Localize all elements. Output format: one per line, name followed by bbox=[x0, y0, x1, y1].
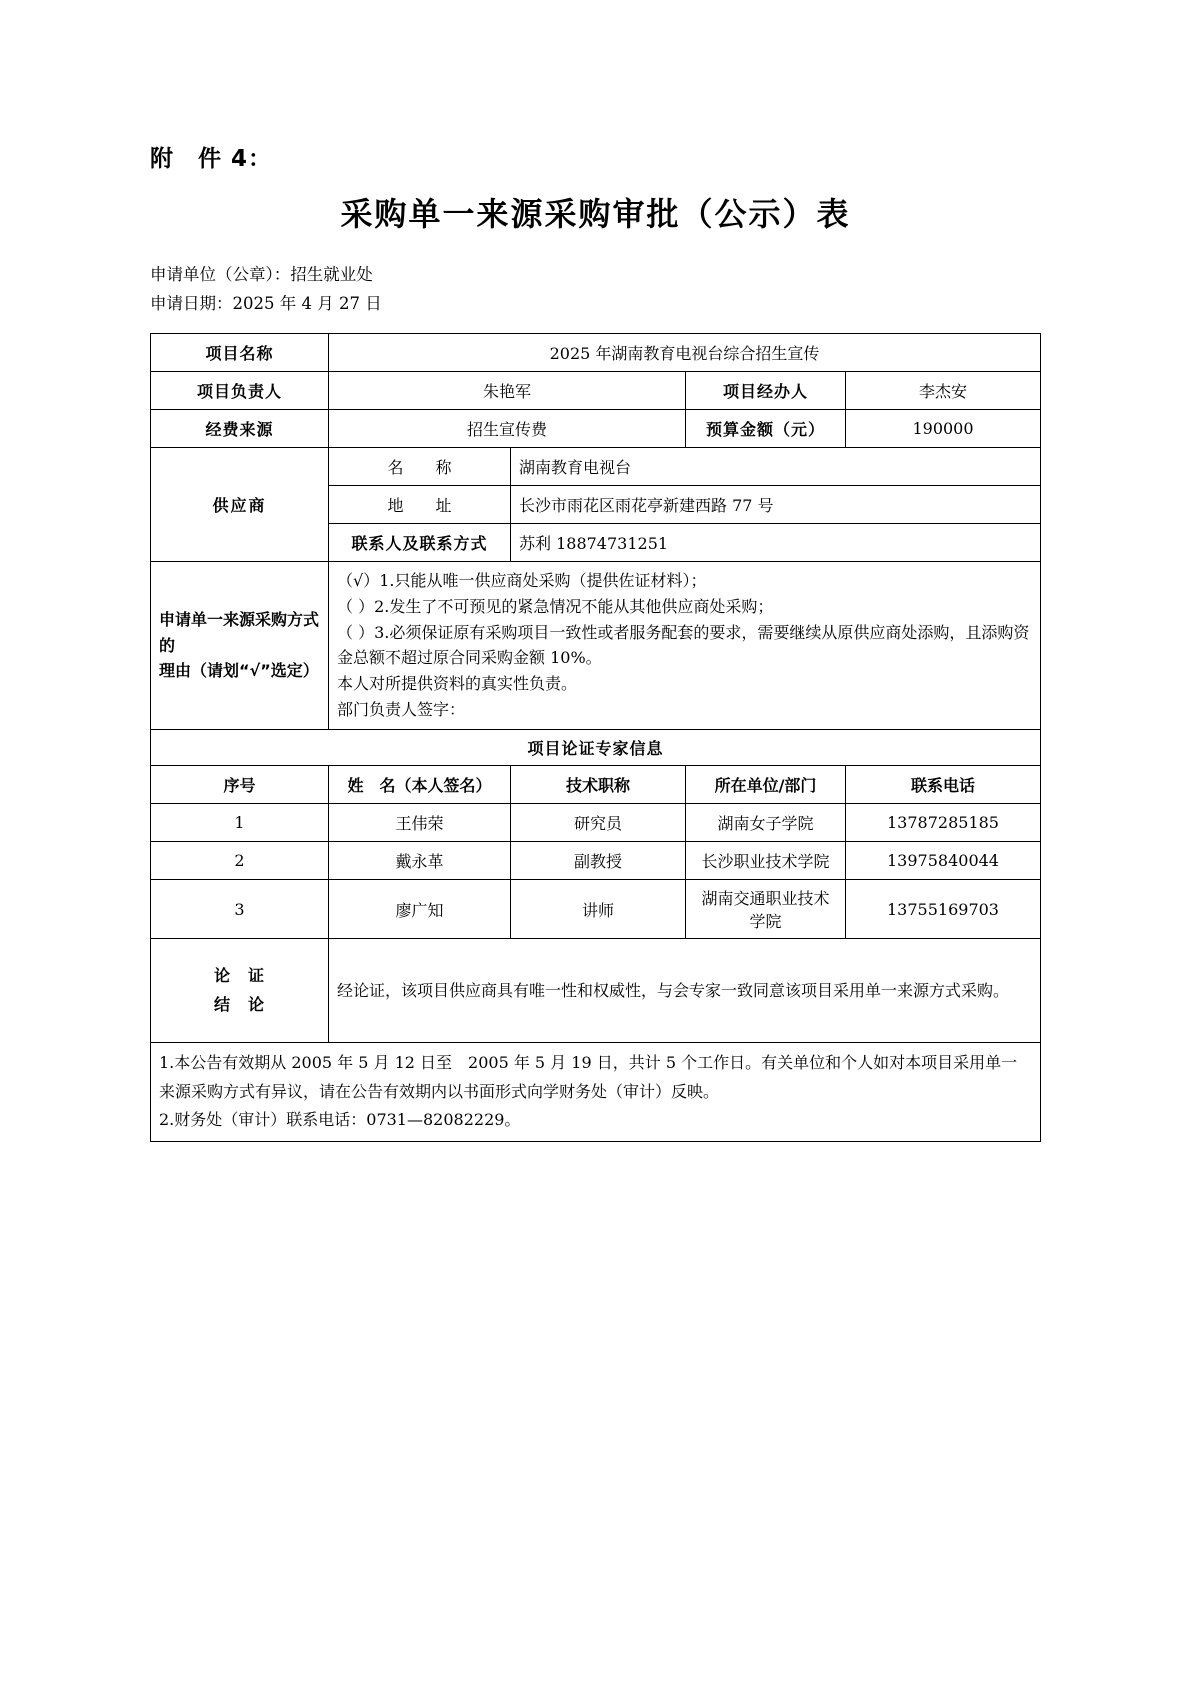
supplier-name-value: 湖南教育电视台 bbox=[511, 447, 1041, 485]
table-row bbox=[151, 409, 1041, 447]
expert-name: 王伟荣 bbox=[329, 804, 511, 842]
supplier-address-value: 长沙市雨花区雨花亭新建西路 77 号 bbox=[511, 485, 1041, 523]
expert-unit: 长沙职业技术学院 bbox=[686, 842, 846, 880]
supplier-contact-label: 联系人及联系方式 bbox=[329, 523, 511, 561]
conclusion-label bbox=[151, 939, 329, 1043]
single-source-reason-label bbox=[151, 561, 329, 729]
footnote-1: 1.本公告有效期从 2005 年 5 月 12 日至 2005 年 5 月 19 日，共计 5 个工作日。有关单位和个人如对本项目采用单一来源采购方式有异议，请在公告有效期内以书面形式向学财务处（审计）反映。 bbox=[159, 1053, 1018, 1101]
reason-label-line-1: 申请单一来源采购方式的 bbox=[159, 610, 320, 655]
project-name-value: 2025 年湖南教育电视台综合招生宣传 bbox=[329, 333, 1041, 371]
conclusion-label-line-2: 结 论 bbox=[213, 994, 265, 1014]
table-row bbox=[151, 880, 1041, 939]
table-row bbox=[151, 804, 1041, 842]
expert-phone: 13975840044 bbox=[846, 842, 1041, 880]
budget-label: 预算金额（元） bbox=[686, 409, 846, 447]
reason-option-1[interactable]: （√）1.只能从唯一供应商处采购（提供佐证材料）； bbox=[337, 570, 707, 590]
supplier-address-label: 地 址 bbox=[329, 485, 511, 523]
reason-option-2[interactable]: （ ）2.发生了不可预见的紧急情况不能从其他供应商处采购； bbox=[337, 596, 774, 616]
page-title: 采购单一来源采购审批（公示）表 bbox=[340, 195, 851, 233]
project-handler-label: 项目经办人 bbox=[686, 371, 846, 409]
expert-phone: 13787285185 bbox=[846, 804, 1041, 842]
table-row bbox=[151, 842, 1041, 880]
supplier-name-label: 名 称 bbox=[329, 447, 511, 485]
conclusion-value: 经论证，该项目供应商具有唯一性和权威性，与会专家一致同意该项目采用单一来源方式采购。 bbox=[329, 939, 1041, 1043]
supplier-contact-value: 苏利 18874731251 bbox=[511, 523, 1041, 561]
applicant-unit-line: 申请单位（公章）：招生就业处 bbox=[150, 265, 373, 284]
footnote-2: 2.财务处（审计）联系电话：0731—82082229。 bbox=[159, 1110, 521, 1130]
attachment-label: 附 件 4： bbox=[150, 146, 273, 172]
conclusion-label-line-1: 论 证 bbox=[213, 965, 265, 985]
table-row bbox=[151, 1043, 1041, 1141]
table-row bbox=[151, 939, 1041, 1043]
project-leader-value: 朱艳军 bbox=[329, 371, 686, 409]
project-name-label: 项目名称 bbox=[151, 333, 329, 371]
reason-label-line-2: 理由（请划“√”选定） bbox=[159, 661, 319, 681]
expert-phone: 13755169703 bbox=[846, 880, 1041, 939]
table-row bbox=[151, 371, 1041, 409]
application-date-line: 申请日期：2025 年 4 月 27 日 bbox=[150, 293, 382, 313]
table-row bbox=[151, 333, 1041, 371]
reason-option-3[interactable]: （ ）3.必须保证原有采购项目一致性或者服务配套的要求，需要继续从原供应商处添购，且添购资金总额不超过原合同采购金额 10%。 bbox=[337, 622, 1030, 668]
experts-header-phone: 联系电话 bbox=[846, 766, 1041, 804]
footnotes bbox=[151, 1043, 1041, 1141]
project-leader-label: 项目负责人 bbox=[151, 371, 329, 409]
fund-source-label: 经费来源 bbox=[151, 409, 329, 447]
expert-no: 3 bbox=[151, 880, 329, 939]
table-row bbox=[151, 730, 1041, 766]
expert-title: 副教授 bbox=[511, 842, 686, 880]
expert-no: 1 bbox=[151, 804, 329, 842]
expert-title: 研究员 bbox=[511, 804, 686, 842]
table-row bbox=[151, 561, 1041, 729]
experts-header-name: 姓 名（本人签名） bbox=[329, 766, 511, 804]
expert-title: 讲师 bbox=[511, 880, 686, 939]
approval-form-table bbox=[150, 333, 1041, 1142]
expert-no: 2 bbox=[151, 842, 329, 880]
table-row bbox=[151, 766, 1041, 804]
fund-source-value: 招生宣传费 bbox=[329, 409, 686, 447]
budget-value: 190000 bbox=[846, 409, 1041, 447]
table-row bbox=[151, 447, 1041, 485]
project-handler-value: 李杰安 bbox=[846, 371, 1041, 409]
experts-header-no: 序号 bbox=[151, 766, 329, 804]
expert-name: 戴永革 bbox=[329, 842, 511, 880]
experts-header-title: 技术职称 bbox=[511, 766, 686, 804]
single-source-reason-body bbox=[329, 561, 1041, 729]
expert-name: 廖广知 bbox=[329, 880, 511, 939]
supplier-label: 供应商 bbox=[151, 447, 329, 561]
expert-unit: 湖南交通职业技术学院 bbox=[686, 880, 846, 939]
reason-statement: 本人对所提供资料的真实性负责。 bbox=[337, 674, 578, 694]
experts-header-unit: 所在单位/部门 bbox=[686, 766, 846, 804]
department-head-signature: 部门负责人签字： bbox=[337, 700, 466, 720]
expert-unit: 湖南女子学院 bbox=[686, 804, 846, 842]
experts-section-title: 项目论证专家信息 bbox=[151, 730, 1041, 766]
